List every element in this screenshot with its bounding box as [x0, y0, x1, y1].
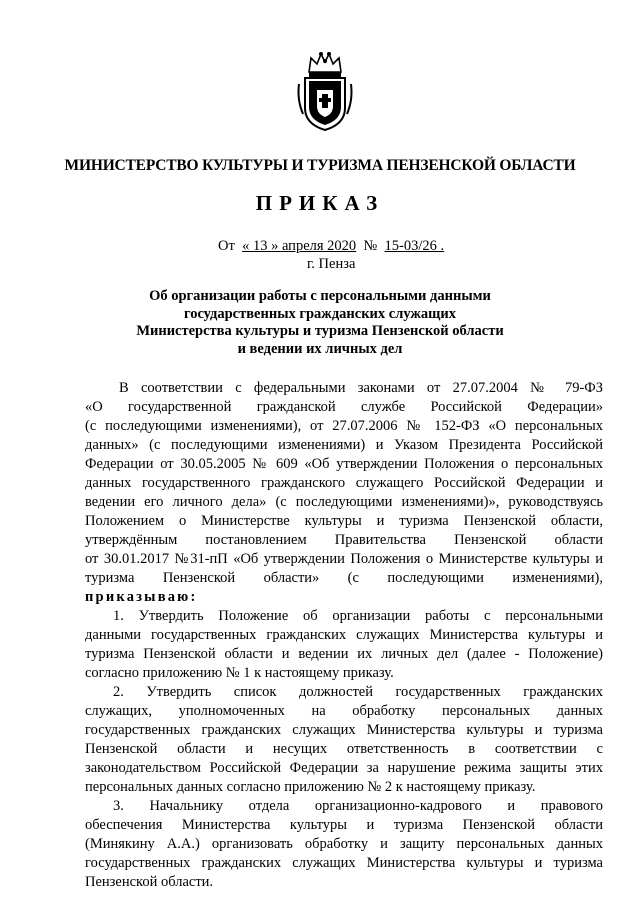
- body-line: 3. Начальнику отдела организационно-кадрового и правового: [113, 798, 603, 814]
- body-line: Пензенской области и несущих ответственность в соответствии с: [85, 741, 603, 757]
- body-line: данных» (с последующими изменениями) и Указом Президента Российской: [85, 437, 603, 453]
- order-verb: приказываю:: [85, 589, 198, 605]
- body-line: туризма Пензенской области и ведении их личных дел (далее - Положение): [85, 646, 603, 662]
- date-prefix: От: [218, 238, 235, 254]
- subject-line: Министерства культуры и туризма Пензенской области: [136, 323, 504, 339]
- body-line: туризма Пензенской области» (с последующими изменениями),: [85, 570, 603, 586]
- order-body: [85, 379, 603, 892]
- body-line: государственных гражданских служащих Министерства культуры и туризма: [85, 855, 603, 871]
- body-line: данных государственного гражданского служащего Российской Федерации и: [85, 475, 603, 491]
- body-line: (с последующими изменениями), от 27.07.2006 № 152-ФЗ «О персональных: [85, 418, 603, 434]
- body-line: «О государственной гражданской службе Российской Федерации»: [85, 399, 603, 415]
- order-date-number: [218, 238, 444, 255]
- body-line: законодательством Российской Федерации за нарушение режима защиты этих: [85, 760, 603, 776]
- body-line: В соответствии с федеральными законами от 27.07.2004 № 79-ФЗ: [119, 380, 603, 396]
- number-sign: №: [363, 238, 378, 254]
- body-line: данными государственных гражданских служащих Министерства культуры и: [85, 627, 603, 643]
- body-line: Федерации от 30.05.2005 № 609 «Об утверждении Положения о персональных: [85, 456, 603, 472]
- body-line: Пензенской области.: [85, 874, 214, 890]
- order-number: 15-03/26 .: [384, 238, 445, 254]
- body-line: согласно приложению № 1 к настоящему приказу.: [85, 665, 394, 681]
- subject-line: Об организации работы с персональными данными: [149, 288, 491, 304]
- city: г. Пенза: [307, 256, 356, 272]
- subject-line: и ведении их личных дел: [237, 340, 403, 357]
- body-line: персональных данных согласно приложению № 2 к настоящему приказу.: [85, 779, 536, 795]
- body-line: 2. Утвердить список должностей государственных гражданских: [113, 684, 603, 700]
- body-line: государственных гражданских служащих Министерства культуры и туризма: [85, 722, 603, 738]
- body-line: Положением о Министерстве культуры и туризма Пензенской области,: [85, 513, 603, 529]
- body-line: ведении его личного дела» (с последующими изменениями)», руководствуясь: [85, 494, 603, 510]
- body-line: обеспечения Министерства культуры и туризма Пензенской области: [85, 817, 603, 833]
- body-line: служащих, уполномоченных на обработку персональных данных: [85, 703, 603, 719]
- body-line: 1. Утвердить Положение об организации работы с персональными: [113, 608, 603, 624]
- subject-line: государственных гражданских служащих: [183, 305, 457, 322]
- coat-of-arms-emblem: [295, 50, 355, 132]
- body-line: (Минякину А.А.) организовать обработку и защиту персональных данных: [85, 836, 603, 852]
- order-date: « 13 » апреля 2020: [242, 238, 357, 254]
- body-line: утверждённым постановлением Правительства Пензенской области: [85, 532, 603, 548]
- ministry-name: МИНИСТЕРСТВО КУЛЬТУРЫ И ТУРИЗМА ПЕНЗЕНСКОЙ ОБЛАСТИ: [64, 157, 576, 174]
- order-subject: [120, 288, 520, 358]
- body-line: от 30.01.2017 №31-пП «Об утверждении Положения о Министерстве культуры и: [85, 551, 603, 567]
- document-type: ПРИКАЗ: [255, 191, 385, 215]
